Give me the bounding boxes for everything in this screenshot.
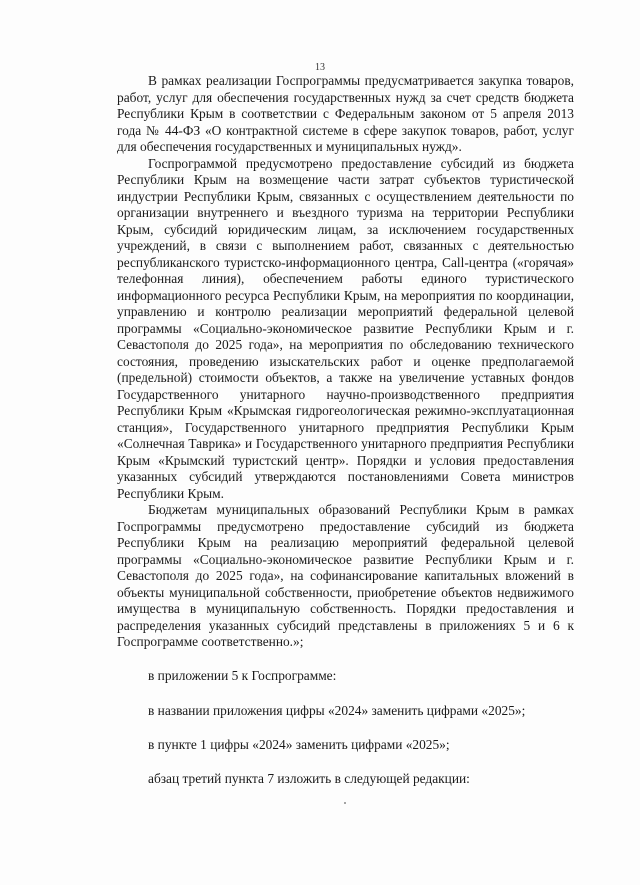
instruction-point-7-paragraph: абзац третий пункта 7 изложить в следующей редакции: (148, 771, 470, 786)
paragraph-procurement: В рамках реализации Госпрограммы предусматривается закупка товаров, работ, услуг для обеспечения государственных нужд за счет средств бюджета Республики Крым в соответствии с Федеральным законом от 5 апреля 2013 года № 44-ФЗ «О контрактной системе в сфере закупок товаров, работ, услуг для обеспечения государственных и муниципальных нужд». (117, 73, 574, 154)
document-body (117, 73, 574, 651)
instruction-point-1-change: в пункте 1 цифры «2024» заменить цифрами «2025»; (148, 737, 450, 752)
scan-speck (344, 802, 346, 804)
paragraph-municipal-budgets: Бюджетам муниципальных образований Республики Крым в рамках Госпрограммы предусмотрено предоставление субсидий из бюджета Республики Крым на реализацию мероприятий федеральной целевой программы «Социально-экономическое развитие Республики Крым и г. Севастополя до 2025 года», на софинансирование капитальных вложений в объекты муниципальной собственности, приобретение объектов недвижимого имущества в муниципальную собственность. Порядки предоставления и распределения указанных субсидий представлены в приложениях 5 и 6 к Госпрограмме соответственно.»; (117, 502, 574, 649)
instruction-title-change: в названии приложения цифры «2024» заменить цифрами «2025»; (148, 703, 526, 718)
instruction-appendix-5: в приложении 5 к Госпрограмме: (148, 668, 337, 683)
paragraph-subsidies: Госпрограммой предусмотрено предоставление субсидий из бюджета Республики Крым на возмещение части затрат субъектов туристической индустрии Республики Крым, связанных с осуществлением деятельности по организации внутреннего и въездного туризма на территории Республики Крым, субсидий юридическим лицам, за исключением государственных учреждений, в связи с выполнением работ, связанных с деятельностью республиканского туристско-информационного центра, Call-центра («горячая» телефонная линия), обеспечением работы единого туристического информационного ресурса Республики Крым, на мероприятия по координации, управлению и контролю реализации мероприятий федеральной целевой программы «Социально-экономическое развитие Республики Крым и г. Севастополя до 2025 года», на мероприятия по обследованию технического состояния, проведению изыскательских работ и оценке предполагаемой (предельной) стоимости объектов, а также на увеличение уставных фондов Государственного унитарного научно-производственного предприятия Республики Крым «Крымская гидрогеологическая режимно-эксплуатационная станция», Государственного унитарного предприятия Республики Крым «Солнечная Таврика» и Государственного унитарного предприятия Республики Крым «Крымский туристский центр». Порядки и условия предоставления указанных субсидий утверждаются постановлениями Совета министров Республики Крым. (117, 155, 574, 501)
page-number: 13 (315, 62, 325, 73)
